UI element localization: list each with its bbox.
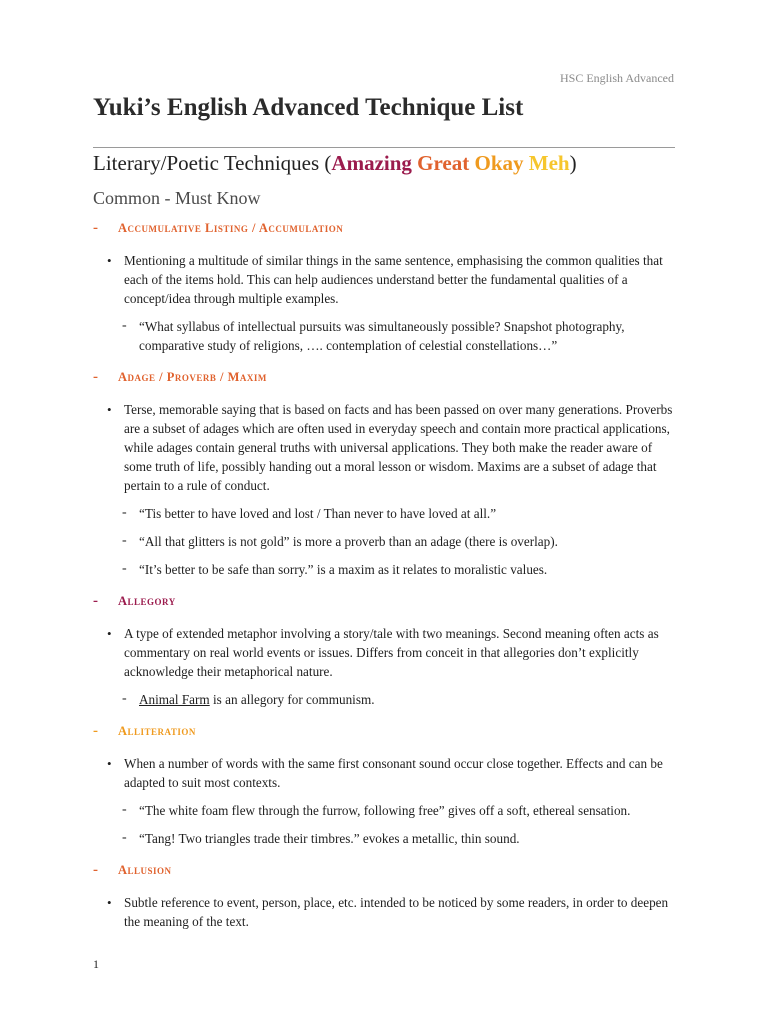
technique-term-label: Accumulative Listing / Accumulation: [118, 221, 344, 235]
technique-term: [93, 723, 675, 740]
technique-example: [139, 317, 675, 355]
document-title: Yuki’s English Advanced Technique List: [93, 94, 524, 121]
technique-entry: [93, 593, 675, 709]
running-header: HSC English Advanced: [560, 71, 674, 85]
technique-term: [93, 369, 675, 386]
term-dash-marker: -: [93, 862, 99, 878]
example-text: “Tang! Two triangles trade their timbres.” evokes a metallic, thin sound.: [139, 831, 520, 846]
level-great: Great: [417, 151, 470, 175]
technique-example: [139, 560, 675, 579]
technique-list: [93, 220, 675, 945]
subtitle: [93, 151, 577, 176]
term-dash-marker: -: [93, 220, 99, 236]
level-amazing: Amazing: [331, 151, 412, 175]
term-dash-marker: -: [93, 369, 99, 385]
term-dash-marker: -: [93, 723, 99, 739]
technique-entry: [93, 723, 675, 848]
example-text: “What syllabus of intellectual pursuits was simultaneously possible? Snapshot photography, comparative study of religions, …. contemplation of celestial constellations…”: [139, 319, 625, 353]
example-text: “All that glitters is not gold” is more a proverb than an adage (there is overlap).: [139, 534, 558, 549]
technique-term-label: Allusion: [118, 863, 172, 877]
technique-term: [93, 220, 675, 237]
example-text: “It’s better to be safe than sorry.” is a maxim as it relates to moralistic values.: [139, 562, 548, 577]
technique-definition: • Subtle reference to event, person, place, etc. intended to be noticed by some readers, in order to deepen the meaning of the text.: [124, 893, 675, 931]
technique-term-label: Alliteration: [118, 724, 196, 738]
example-text: is an allegory for communism.: [209, 692, 375, 707]
technique-definition: • A type of extended metaphor involving a story/tale with two meanings. Second meaning often acts as commentary on real world events or issues. Differs from conceit in that allegories don’t explicitly acknowledge their metaphorical nature.: [124, 624, 675, 681]
subtitle-suffix: ): [569, 151, 577, 175]
technique-term-label: Adage / Proverb / Maxim: [118, 370, 267, 384]
example-text: “The white foam flew through the furrow, following free” gives off a soft, ethereal sensation.: [139, 803, 631, 818]
page-number: 1: [93, 957, 99, 971]
technique-example: [139, 532, 675, 551]
technique-entry: [93, 220, 675, 355]
technique-example: [139, 504, 675, 523]
section-heading: Common - Must Know: [93, 188, 261, 208]
technique-term: [93, 862, 675, 879]
level-okay: Okay: [474, 151, 524, 175]
technique-entry: [93, 862, 675, 931]
technique-definition: • Mentioning a multitude of similar things in the same sentence, emphasising the common qualities that each of the items hold. This can help audiences understand better the fundamental qualities of a concept/idea through multiple examples.: [124, 251, 675, 308]
example-underlined-text: Animal Farm: [139, 692, 210, 707]
level-meh: Meh: [528, 151, 570, 175]
technique-term-label: Allegory: [118, 594, 176, 608]
technique-example: [139, 829, 675, 848]
technique-example: [139, 690, 675, 709]
technique-definition: • When a number of words with the same first consonant sound occur close together. Effects and can be adapted to suit most contexts.: [124, 754, 675, 792]
subtitle-prefix: Literary/Poetic Techniques (: [93, 151, 332, 175]
technique-example: [139, 801, 675, 820]
example-text: “Tis better to have loved and lost / Than never to have loved at all.”: [139, 506, 497, 521]
technique-entry: [93, 369, 675, 579]
technique-term: [93, 593, 675, 610]
term-dash-marker: -: [93, 593, 99, 609]
technique-definition: • Terse, memorable saying that is based on facts and has been passed on over many generations. Proverbs are a subset of adages which are often used in everyday speech and contain more practical applications, while adages contain general truths with universal applications. They both make the reader aware of some truth of life, possibly handing out a moral lesson or wisdom. Maxims are a subset of adage that pertain to a rule of conduct.: [124, 400, 675, 495]
title-divider: [93, 147, 675, 148]
